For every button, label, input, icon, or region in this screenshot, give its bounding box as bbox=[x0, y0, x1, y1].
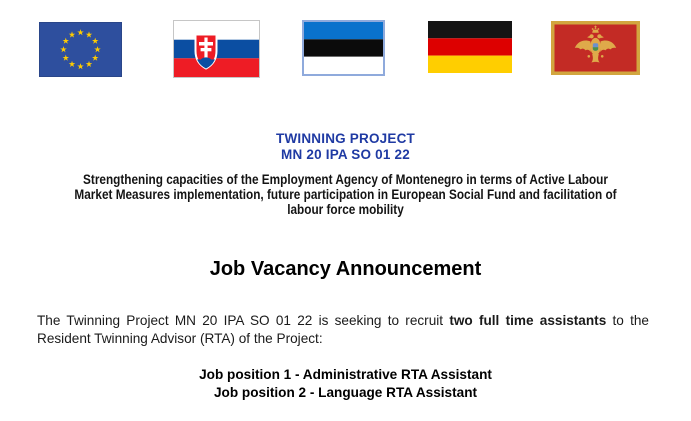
intro-paragraph bbox=[37, 312, 649, 349]
project-description-line: labour force mobility bbox=[287, 202, 404, 218]
intro-paragraph-line1 bbox=[37, 312, 649, 330]
intro-paragraph-line2: Resident Twinning Advisor (RTA) of the Project: bbox=[37, 331, 323, 347]
montenegro-flag-image bbox=[551, 21, 640, 75]
montenegro-flag bbox=[551, 21, 640, 75]
estonia-flag-image bbox=[304, 22, 383, 74]
eu-flag bbox=[39, 22, 122, 77]
intro-text: The Twinning Project MN 20 IPA SO 01 22 is seeking to recruit bbox=[37, 313, 450, 328]
project-description bbox=[41, 172, 649, 218]
job-position-2: Job position 2 - Language RTA Assistant bbox=[213, 385, 478, 400]
montenegro-eagle-shield bbox=[593, 43, 598, 51]
project-description-line: Strengthening capacities of the Employment Agency of Montenegro in terms of Active Labour bbox=[83, 172, 608, 187]
germany-flag bbox=[428, 21, 512, 73]
estonia-flag bbox=[302, 20, 385, 76]
page-title: Job Vacancy Announcement bbox=[209, 258, 482, 280]
project-title: TWINNING PROJECT bbox=[276, 131, 415, 146]
germany-flag-image bbox=[428, 21, 512, 73]
slovakia-flag-image bbox=[174, 21, 259, 77]
intro-text-end: to the bbox=[606, 313, 649, 328]
job-position-1: Job position 1 - Administrative RTA Assistant bbox=[199, 367, 492, 382]
eu-flag-image bbox=[40, 23, 121, 76]
slovakia-flag bbox=[173, 20, 260, 78]
project-number: MN 20 IPA SO 01 22 bbox=[281, 147, 410, 162]
job-positions-list bbox=[0, 366, 691, 402]
project-description-line: Market Measures implementation, future participation in European Social Fund and facilitation of bbox=[74, 187, 617, 203]
intro-bold-text: two full time assistants bbox=[449, 313, 607, 328]
project-header bbox=[0, 131, 691, 163]
